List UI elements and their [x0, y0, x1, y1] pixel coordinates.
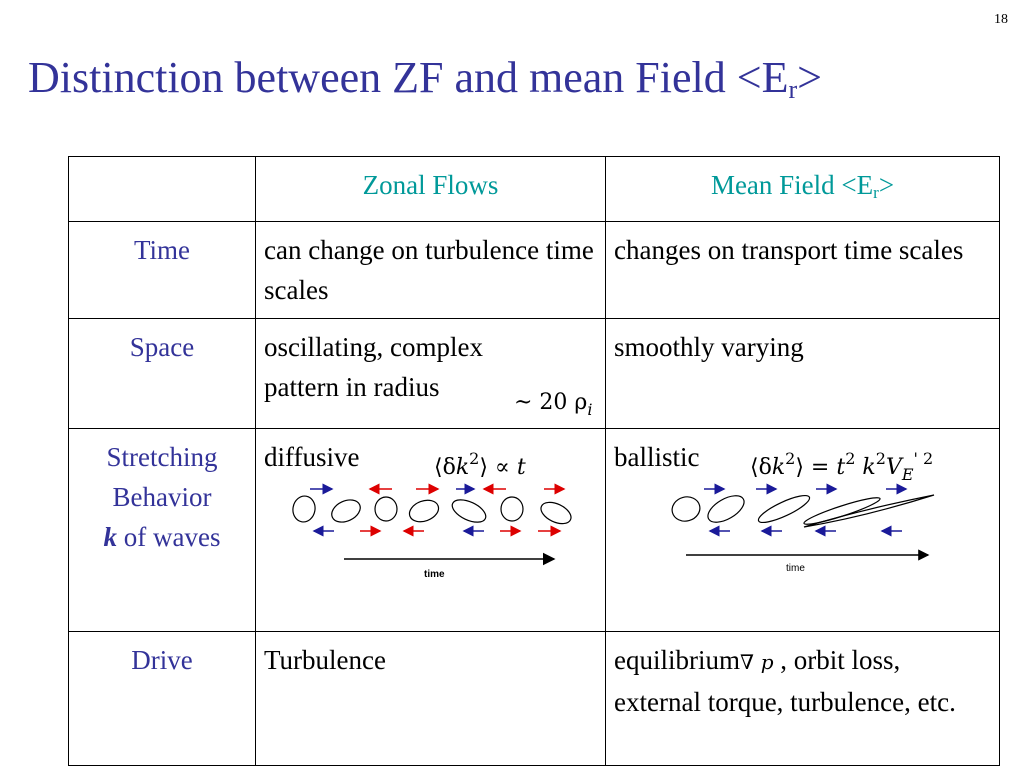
slide-title: Distinction between ZF and mean Field $<E_r>$: [28, 53, 822, 104]
row-label-time: Time: [69, 222, 256, 319]
cell-drive-mean: equilibrium∇ p , orbit loss, external torque, turbulence, etc.: [606, 632, 1000, 766]
cell-stretching-zonal: [256, 429, 606, 632]
stretching-label-line1: Stretching: [106, 442, 218, 472]
diffusive-label: diffusive: [264, 442, 360, 472]
diffusive-diagram: [274, 489, 594, 609]
header-empty-cell: [69, 157, 256, 222]
space-zonal-text: oscillating, complex pattern in radius: [264, 332, 483, 402]
diffusive-formula: $⟨\delta k^2⟩ \propto t$: [434, 449, 526, 480]
ballistic-formula: $⟨\delta k^2⟩ = t^2$ $k^2V_E^{' 2}$: [750, 449, 934, 484]
table-row-drive: [69, 632, 1000, 766]
stretching-label-line3: k of waves: [103, 522, 221, 552]
comparison-table: [68, 156, 1000, 766]
rho-formula: ~ 20 $\rho_i$: [514, 390, 593, 419]
row-label-space: Space: [69, 319, 256, 429]
cell-time-zonal: can change on turbulence time scales: [256, 222, 606, 319]
table-row-stretching: [69, 429, 1000, 632]
cell-drive-zonal: Turbulence: [256, 632, 606, 766]
table-row-space: [69, 319, 1000, 429]
diffusive-axis-label: time: [424, 569, 445, 580]
header-mean-field: Mean Field $<E_r>$: [606, 157, 1000, 222]
ballistic-label: ballistic: [614, 442, 700, 472]
cell-stretching-mean: [606, 429, 1000, 632]
cell-time-mean: changes on transport time scales: [606, 222, 1000, 319]
row-label-stretching: [69, 429, 256, 632]
ballistic-diagram: [664, 489, 984, 609]
cell-space-zonal: [256, 319, 606, 429]
row-label-drive: Drive: [69, 632, 256, 766]
table-row-time: [69, 222, 1000, 319]
stretching-label-line2: Behavior: [112, 482, 212, 512]
cell-space-mean: smoothly varying: [606, 319, 1000, 429]
header-zonal-flows: Zonal Flows: [256, 157, 606, 222]
ballistic-axis-label: time: [786, 563, 805, 574]
page-number: 18: [994, 12, 1008, 27]
table-header-row: [69, 157, 1000, 222]
